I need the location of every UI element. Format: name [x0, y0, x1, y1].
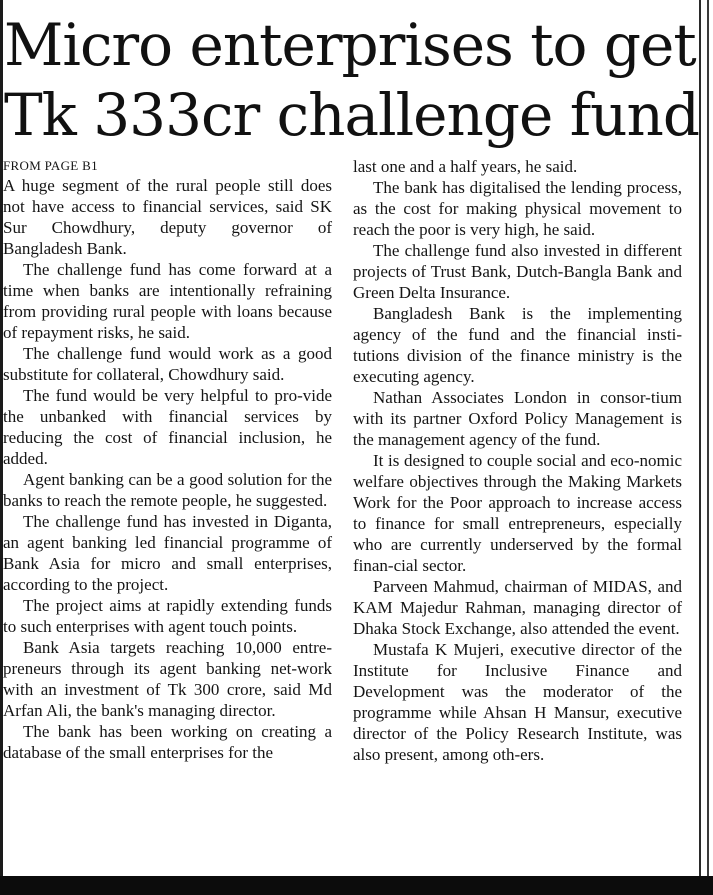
headline-line-1: Micro enterprises to get — [4, 11, 696, 79]
paragraph: Agent banking can be a good solution for the banks to reach the remote people, he suggested. — [3, 470, 332, 510]
left-column — [3, 156, 332, 763]
right-border — [699, 0, 713, 876]
paragraph: The challenge fund also invested in different projects of Trust Bank, Dutch-Bangla Bank and Green Delta Insurance. — [353, 241, 682, 302]
paragraph: A huge segment of the rural people still does not have access to financial services, said SK Sur Chowdhury, deputy governor of Bangladesh Bank. — [3, 176, 332, 258]
article-headline — [4, 10, 700, 150]
paragraph: The challenge fund would work as a good substitute for collateral, Chowdhury said. — [3, 344, 332, 384]
paragraph: Nathan Associates London in consor-tium with its partner Oxford Policy Management is the management agency of the fund. — [353, 388, 682, 449]
paragraph: Parveen Mahmud, chairman of MIDAS, and KAM Majedur Rahman, managing director of Dhaka Stock Exchange, also attended the event. — [353, 577, 682, 638]
right-column — [353, 156, 682, 765]
paragraph: The project aims at rapidly extending funds to such enterprises with agent touch points. — [3, 596, 332, 636]
headline-line-2: Tk 333cr challenge fund — [4, 81, 700, 149]
paragraph: The bank has been working on creating a database of the small enterprises for the — [3, 722, 332, 762]
jump-line: FROM PAGE B1 — [3, 158, 98, 173]
paragraph: The challenge fund has come forward at a time when banks are intentionally refraining from providing rural people with loans because of repayment risks, he said. — [3, 260, 332, 342]
paragraph: last one and a half years, he said. — [353, 157, 578, 176]
paragraph: The challenge fund has invested in Diganta, an agent banking led financial programme of Bank Asia for micro and small enterprises, according to the project. — [3, 512, 332, 594]
paragraph: Bangladesh Bank is the implementing agency of the fund and the financial insti-tutions division of the finance ministry is the executing agency. — [353, 304, 682, 386]
bottom-border — [0, 876, 713, 895]
paragraph: The fund would be very helpful to pro-vide the unbanked with financial services by reducing the cost of financial inclusion, he added. — [3, 386, 332, 468]
paragraph: Bank Asia targets reaching 10,000 entre-preneurs through its agent banking net-work with an investment of Tk 300 crore, said Md Arfan Ali, the bank's managing director. — [3, 638, 332, 720]
paragraph: Mustafa K Mujeri, executive director of the Institute for Inclusive Finance and Development was the moderator of the programme while Ahsan H Mansur, executive director of the Policy Research Institute, was also present, among oth-ers. — [353, 640, 682, 764]
paragraph: The bank has digitalised the lending process, as the cost for making physical movement to reach the poor is very high, he said. — [353, 178, 682, 239]
paragraph: It is designed to couple social and eco-nomic welfare objectives through the Making Markets Work for the Poor approach to increase access to finance for small entrepreneurs, especially who are currently underserved by the formal finan-cial sector. — [353, 451, 682, 575]
